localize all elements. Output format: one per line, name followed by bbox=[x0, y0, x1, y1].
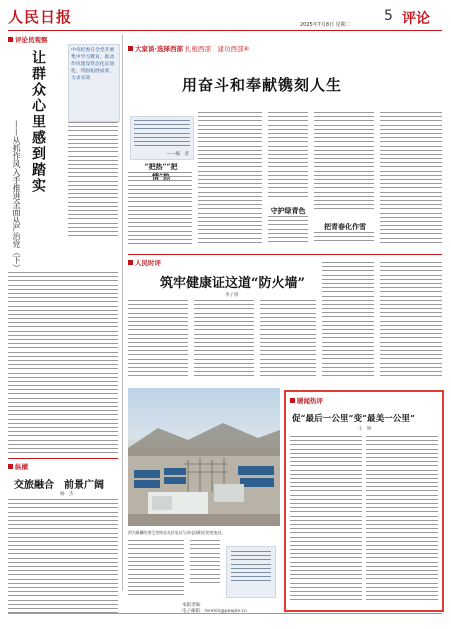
editor-note-label: ——编 者 bbox=[166, 152, 189, 157]
photo-illustration bbox=[128, 388, 280, 526]
bottom-left-body-text bbox=[8, 499, 118, 613]
masthead-logo: 人民日报 bbox=[8, 8, 73, 26]
footer-editors: 本版责编： bbox=[182, 603, 205, 608]
left-quote-box bbox=[68, 44, 120, 122]
section-commentary-observation: 评论员观察 bbox=[8, 35, 48, 44]
highlight-title: 促“最后一公里”变“最美一公里” bbox=[292, 414, 415, 424]
top-feature-col3b-text bbox=[268, 216, 308, 246]
middle-title: 筑牢健康证这道“防火墙” bbox=[160, 276, 305, 291]
top-feature-col3-text bbox=[268, 112, 308, 202]
top-feature-col4-text bbox=[314, 112, 374, 212]
section-marker-icon bbox=[8, 37, 13, 42]
editor-note-box bbox=[130, 116, 194, 160]
middle-col4-text bbox=[322, 262, 374, 380]
middle-col3-text bbox=[260, 300, 316, 380]
left-body-text-upper bbox=[68, 122, 118, 242]
footer-email: 电子邮箱：renmin@people.cn bbox=[182, 609, 247, 614]
left-section-rule bbox=[8, 458, 118, 459]
top-feature-col5-text bbox=[380, 112, 442, 246]
left-body-text-lower bbox=[8, 272, 118, 454]
top-feature-col2-text bbox=[198, 112, 262, 246]
photo-below-col1-text bbox=[128, 540, 184, 602]
top-feature-sub1: “把热”“把 bbox=[144, 162, 178, 171]
page-number: 5 bbox=[384, 8, 393, 24]
section-zongheng: 纵横 bbox=[8, 462, 28, 471]
top-feature-col1-text bbox=[128, 172, 192, 246]
section-renmin-shiping: 人民时评 bbox=[128, 258, 161, 267]
left-main-title: 让群众心里感到踏实 bbox=[30, 50, 46, 194]
photo-caption: 图为新疆哈密巴里坤县光伏电站与风电场附近的变电站。 bbox=[128, 530, 226, 535]
highlighted-article[interactable] bbox=[284, 390, 444, 612]
section-marker-icon bbox=[290, 398, 295, 403]
middle-col1-text bbox=[128, 300, 188, 380]
substation-photo bbox=[128, 388, 280, 526]
middle-col5-text bbox=[380, 262, 442, 380]
highlight-col2-text bbox=[366, 436, 438, 604]
middle-section-rule bbox=[128, 254, 442, 255]
column-info-box bbox=[226, 546, 276, 598]
section-marker-icon bbox=[8, 464, 13, 469]
top-feature-sub3: 把青春化作雪 bbox=[324, 222, 366, 231]
section-nuanwen-reping: 暖闻热评 bbox=[290, 396, 323, 405]
bottom-left-byline: 杨 杰 bbox=[60, 492, 74, 497]
issue-date: 2025年7月8日 星期二 bbox=[300, 22, 351, 28]
middle-col2-text bbox=[194, 300, 254, 380]
section-marker-icon bbox=[128, 260, 133, 265]
section-dajiatan: 大家谈·选择西部 扎根西部 建功西部⑥ bbox=[128, 44, 249, 53]
page-name: 评论 bbox=[402, 11, 430, 27]
middle-byline: 李子扬 bbox=[225, 293, 239, 298]
top-feature-title: 用奋斗和奉献镌刻人生 bbox=[182, 76, 343, 94]
highlight-col1-text bbox=[290, 436, 362, 604]
editor-note-text bbox=[131, 117, 193, 151]
top-feature-sub2: 守护绿青色 bbox=[270, 206, 306, 215]
left-quote-text: 中央纪委在全党开展集中学习教育，推动作风建设常态化长效化，巩固拓展成果，力求实效 bbox=[71, 48, 115, 81]
bottom-left-title: 交旅融合 前景广阔 bbox=[14, 480, 104, 491]
top-feature-col4b-text bbox=[314, 232, 374, 246]
top-rule bbox=[8, 30, 442, 31]
column-divider bbox=[122, 35, 123, 591]
section-marker-icon bbox=[128, 46, 133, 51]
photo-below-col2-text bbox=[190, 540, 220, 590]
left-subtitle: ——从抓作风入手推进全面从严治党（下） bbox=[12, 120, 21, 272]
highlight-byline: 王 婷 bbox=[358, 427, 372, 432]
